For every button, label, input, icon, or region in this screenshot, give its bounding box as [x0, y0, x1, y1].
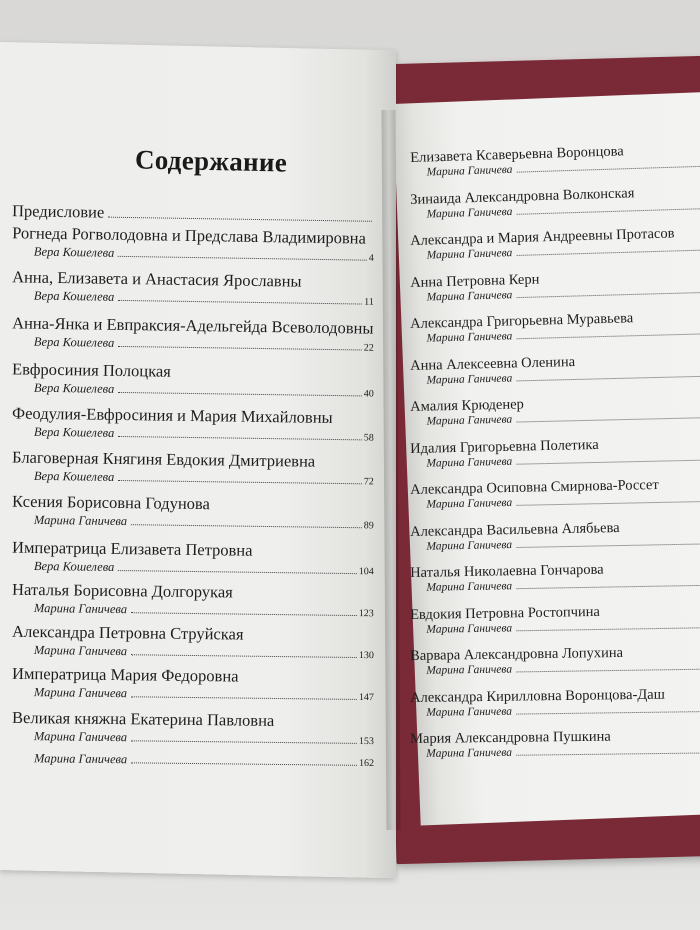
entry-title-text: Наталья Николаевна Гончарова [410, 561, 604, 581]
entry-title-text: Амалия Крюденер [410, 396, 525, 415]
entry-title-text: Александра Кирилловна Воронцова-Даш [410, 686, 665, 706]
leader-dots [516, 585, 700, 589]
entry-author-text: Марина Ганичева [426, 205, 513, 221]
entry-page-number: 147 [358, 691, 374, 704]
toc-entry [12, 313, 374, 354]
entry-page-number: 153 [358, 735, 374, 748]
entry-page-number: 72 [363, 476, 374, 488]
entry-author-text: Марина Ганичева [33, 685, 128, 701]
entry-title-text: Варвара Александровна Лопухина [410, 644, 624, 664]
leader-dots [516, 753, 700, 756]
entry-title-text: Александра Васильевна Алябьева [410, 519, 620, 540]
toc-entry-title [12, 708, 374, 732]
leader-dots [516, 711, 700, 714]
entry-page-number: 162 [358, 757, 375, 770]
toc-entry-right [410, 560, 700, 594]
entry-title-text: Идалия Григорьевна Полетика [410, 436, 599, 457]
entry-author-text: Вера Кошелева [33, 380, 115, 396]
entry-title-text: Благоверная Княгиня Евдокия Дмитриевна [12, 447, 316, 471]
entry-title-text: Александра Григорьевна Муравьева [410, 310, 634, 332]
leader-dots [118, 570, 357, 574]
leader-dots [131, 612, 357, 616]
leader-dots [118, 392, 362, 396]
leader-dots [516, 501, 700, 506]
toc-entry [12, 359, 374, 400]
entry-author-text: Марина Ганичева [426, 705, 513, 719]
entry-title-text: Мария Александровна Пушкина [410, 728, 611, 747]
toc-entry [12, 492, 374, 533]
entry-author-text: Марина Ганичева [426, 746, 513, 760]
leader-dots [516, 292, 700, 298]
entry-author-text: Вера Кошелева [33, 334, 115, 350]
toc-entry [12, 223, 375, 265]
entry-title-text: Императрица Елизавета Петровна [12, 537, 253, 560]
entry-title-text: Рогнеда Рогволодовна и Предслава Владимировна [12, 223, 367, 248]
entry-title-text: Великая княжна Екатерина Павловна [12, 707, 275, 730]
entry-author-text: Марина Ганичева [426, 288, 513, 304]
toc-entry [12, 664, 374, 704]
entry-title-text: Ксения Борисовна Годунова [12, 491, 211, 514]
entry-author-text: Вера Кошелева [33, 244, 115, 260]
leader-dots [118, 480, 362, 484]
entry-title-text: Александра и Мария Андреевны Протасов [410, 225, 675, 249]
toc-entry-right [410, 686, 700, 719]
entry-page-number: 4 [368, 252, 374, 264]
leader-dots [516, 417, 700, 422]
entry-page-number: 22 [363, 342, 374, 354]
entry-title-text: Зинаида Александровна Волконская [410, 184, 635, 208]
entry-title-text: Анна Петровна Керн [410, 270, 540, 291]
toc-entry-right [410, 728, 700, 760]
entry-page-number: 40 [363, 388, 374, 400]
entry-author-text: Марина Ганичева [426, 621, 513, 636]
entry-title-text: Феодулия-Евфросиния и Мария Михайловны [12, 403, 333, 427]
entry-title-text: Александра Осиповна Смирнова-Россет [410, 476, 659, 498]
toc-entry-right [410, 434, 700, 469]
toc-entry [12, 448, 374, 489]
entry-title-text: Анна-Янка и Евпраксия-Адельгейда Всеволодовны [12, 313, 374, 338]
toc-entry-right [410, 476, 700, 511]
entry-title-text: Александра Петровна Струйская [12, 621, 244, 644]
entry-author-text: Марина Ганичева [33, 512, 128, 529]
entry-title-text: Наталья Борисовна Долгорукая [12, 579, 233, 602]
leader-dots [516, 459, 700, 464]
toc-entry-right [410, 518, 700, 552]
entry-page-number: 130 [358, 650, 374, 662]
entry-author-text: Марина Ганичева [426, 496, 513, 511]
toc-entry-title [410, 686, 700, 707]
entry-author-text: Марина Ганичева [426, 372, 513, 387]
leader-dots [131, 654, 357, 658]
leader-dots [516, 543, 700, 547]
toc-entry [12, 267, 374, 308]
entry-title-text: Елизавета Ксаверьевна Воронцова [410, 143, 624, 166]
leader-dots [131, 524, 362, 528]
entry-author-text: Вера Кошелева [33, 468, 115, 484]
entry-page-number: 89 [363, 520, 374, 532]
toc-entry-right [410, 602, 700, 636]
entry-title-text: Анна Алексеевна Оленина [410, 353, 576, 374]
toc-entry [12, 538, 374, 579]
leader-dots [131, 740, 357, 744]
leader-dots [516, 627, 700, 631]
entry-title-text: Евдокия Петровна Ростопчина [410, 603, 601, 623]
entry-author-text: Вера Кошелева [33, 558, 115, 574]
entry-author-text: Вера Кошелева [33, 424, 115, 440]
entry-author-text: Вера Кошелева [33, 288, 115, 304]
leader-dots [108, 217, 372, 222]
toc-entry [12, 622, 374, 662]
entry-title-text: Евфросиния Полоцкая [12, 359, 171, 381]
entry-author-text: Марина Ганичева [426, 580, 513, 594]
leader-dots [131, 762, 357, 766]
leader-dots [516, 375, 700, 381]
toc-entry [12, 403, 374, 444]
entry-author-text: Марина Ганичева [33, 601, 128, 617]
toc-entry [12, 708, 374, 748]
entry-author-text: Марина Ганичева [426, 247, 513, 262]
entry-author-text: Марина Ганичева [33, 643, 128, 659]
toc-heading: Содержание [134, 144, 288, 178]
entry-author-text: Марина Ганичева [426, 413, 513, 428]
entry-title-text: Предисловие [11, 201, 105, 222]
entry-author-text: Марина Ганичева [426, 163, 513, 179]
entry-author-text: Марина Ганичева [426, 330, 513, 345]
leader-dots [516, 669, 700, 673]
entry-title-text: Императрица Мария Федоровна [12, 663, 239, 686]
entry-page-number: 58 [363, 432, 374, 444]
leader-dots [118, 300, 362, 305]
entry-author-text: Марина Ганичева [426, 455, 513, 470]
entry-page-number: 11 [364, 296, 374, 308]
entry-author-text: Марина Ганичева [33, 729, 128, 745]
toc-entry-right [410, 644, 700, 677]
toc-entry [12, 580, 374, 621]
entry-title-text: Анна, Елизавета и Анастасия Ярославны [12, 267, 302, 291]
entry-author-text: Марина Ганичева [33, 751, 128, 767]
leader-dots [118, 256, 367, 261]
entry-page-number: 104 [358, 566, 374, 578]
entry-page-number: 123 [358, 608, 374, 620]
entry-author-text: Марина Ганичева [426, 538, 513, 553]
leader-dots [118, 346, 362, 351]
leader-dots [118, 436, 362, 440]
leader-dots [131, 696, 357, 700]
entry-author-text: Марина Ганичева [426, 663, 513, 677]
